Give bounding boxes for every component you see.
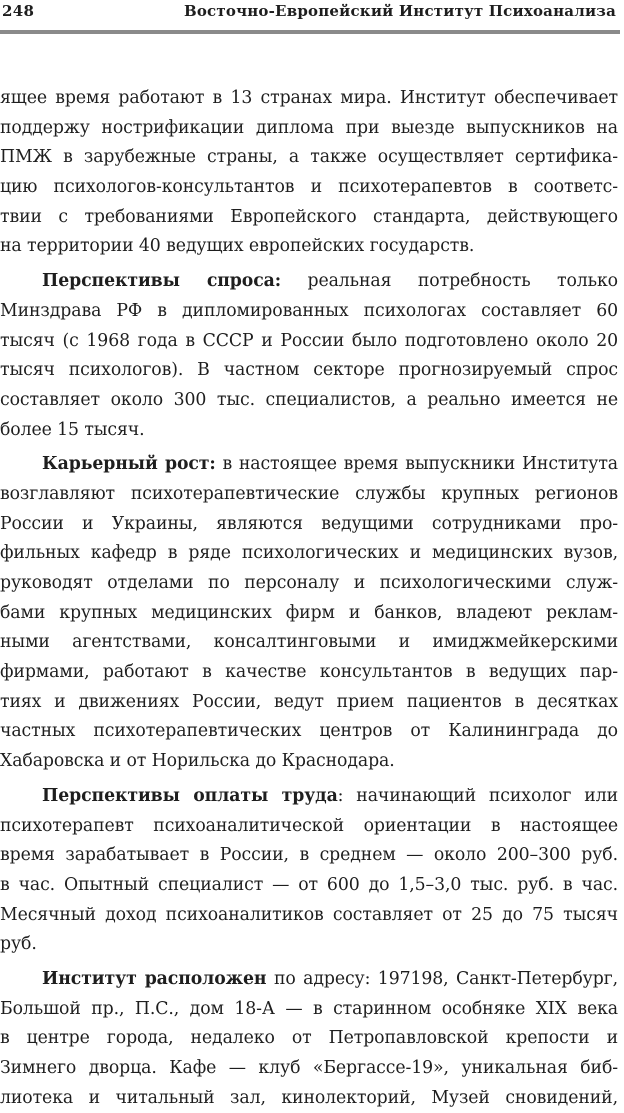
text-line: частных психотерапевтических центров от Калининграда до [0, 721, 618, 742]
text-line: цию психологов-консультантов и психотерапевтов в соответс- [0, 177, 618, 198]
paragraph [0, 782, 624, 960]
paragraph-lead: Карьерный рост: [42, 454, 216, 475]
text-line: Хабаровска и от Норильска до Краснодара. [0, 751, 395, 772]
text-line: России и Украины, являются ведущими сотрудниками про- [0, 513, 618, 534]
text-line: возглавляют психотерапевтические службы крупных регионов [0, 483, 618, 504]
text-line: твии с требованиями Европейского стандарта, действующего [0, 206, 618, 227]
text-line: Институт расположен по адресу: 197198, Санкт-Петербург, [42, 968, 619, 989]
text-line: Большой пр., П.С., дом 18-А — в старинном особняке XIX века [0, 998, 618, 1019]
text-line: Минздрава РФ в дипломированных психологах составляет 60 [0, 300, 618, 321]
body-text [0, 84, 624, 1113]
text-line: Карьерный рост: в настоящее время выпускники Института [42, 454, 618, 475]
text-line: тысяч (с 1968 года в СССР и России было подготовлено около 20 [0, 330, 618, 351]
text-line: руководят отделами по персоналу и психологическими служ- [0, 573, 618, 593]
paragraph-lead: Перспективы спроса: [42, 271, 281, 292]
paragraph [0, 965, 624, 1113]
paragraph [0, 450, 624, 777]
text-line: ящее время работают в 13 странах мира. Институт обеспечивает [0, 88, 618, 108]
paragraph [0, 267, 624, 445]
text-line: бами крупных медицинских фирм и банков, владеют реклам- [0, 602, 618, 623]
text-line: руб. [0, 934, 37, 955]
text-line: поддержу нострификации диплома при выезде выпускников на [0, 117, 618, 138]
text-line: ПМЖ в зарубежные страны, а также осуществляет сертифика- [0, 147, 618, 168]
text-line: Месячный доход психоаналитиков составляет от 25 до 75 тысяч [0, 904, 618, 925]
paragraph [0, 84, 624, 262]
page-number: 248 [2, 2, 35, 20]
text-line: фирмами, работают в качестве консультантов в ведущих пар- [0, 662, 618, 683]
paragraph-lead: Перспективы оплаты труда [42, 785, 338, 806]
text-line: более 15 тысяч. [0, 419, 145, 440]
text-line: время зарабатывает в России, в среднем — около 200–300 руб. [0, 845, 618, 866]
text-line: Зимнего дворца. Кафе — клуб «Бергассе-19», уникальная биб- [0, 1058, 618, 1078]
text-line: тиях и движениях России, ведут прием пациентов в десятках [0, 691, 618, 712]
text-line: лиотека и читальный зал, кинолекторий, Музей сновидений, [0, 1087, 618, 1108]
page-header [0, 0, 620, 34]
text-line: психотерапевт психоаналитической ориентации в настоящее [0, 815, 618, 836]
text-line: в час. Опытный специалист — от 600 до 1,5–3,0 тыс. руб. в час. [0, 874, 618, 895]
text-line: в центре города, недалеко от Петропавловской крепости и [0, 1028, 618, 1049]
text-line: Перспективы спроса: реальная потребность только [42, 271, 618, 292]
paragraph-lead: Институт расположен [42, 968, 267, 989]
text-line: тысяч психологов). В частном секторе прогнозируемый спрос [0, 360, 618, 381]
text-line: на территории 40 ведущих европейских государств. [0, 236, 475, 257]
running-head: Восточно-Европейский Институт Психоанализа [183, 2, 616, 20]
text-line: ными агентствами, консалтинговыми и имиджмейкерскими [0, 632, 618, 653]
text-line: Перспективы оплаты труда: начинающий психолог или [42, 785, 618, 806]
text-line: фильных кафедр в ряде психологических и медицинских вузов, [0, 543, 618, 564]
text-line: составляет около 300 тыс. специалистов, а реально имеется не [0, 389, 618, 410]
